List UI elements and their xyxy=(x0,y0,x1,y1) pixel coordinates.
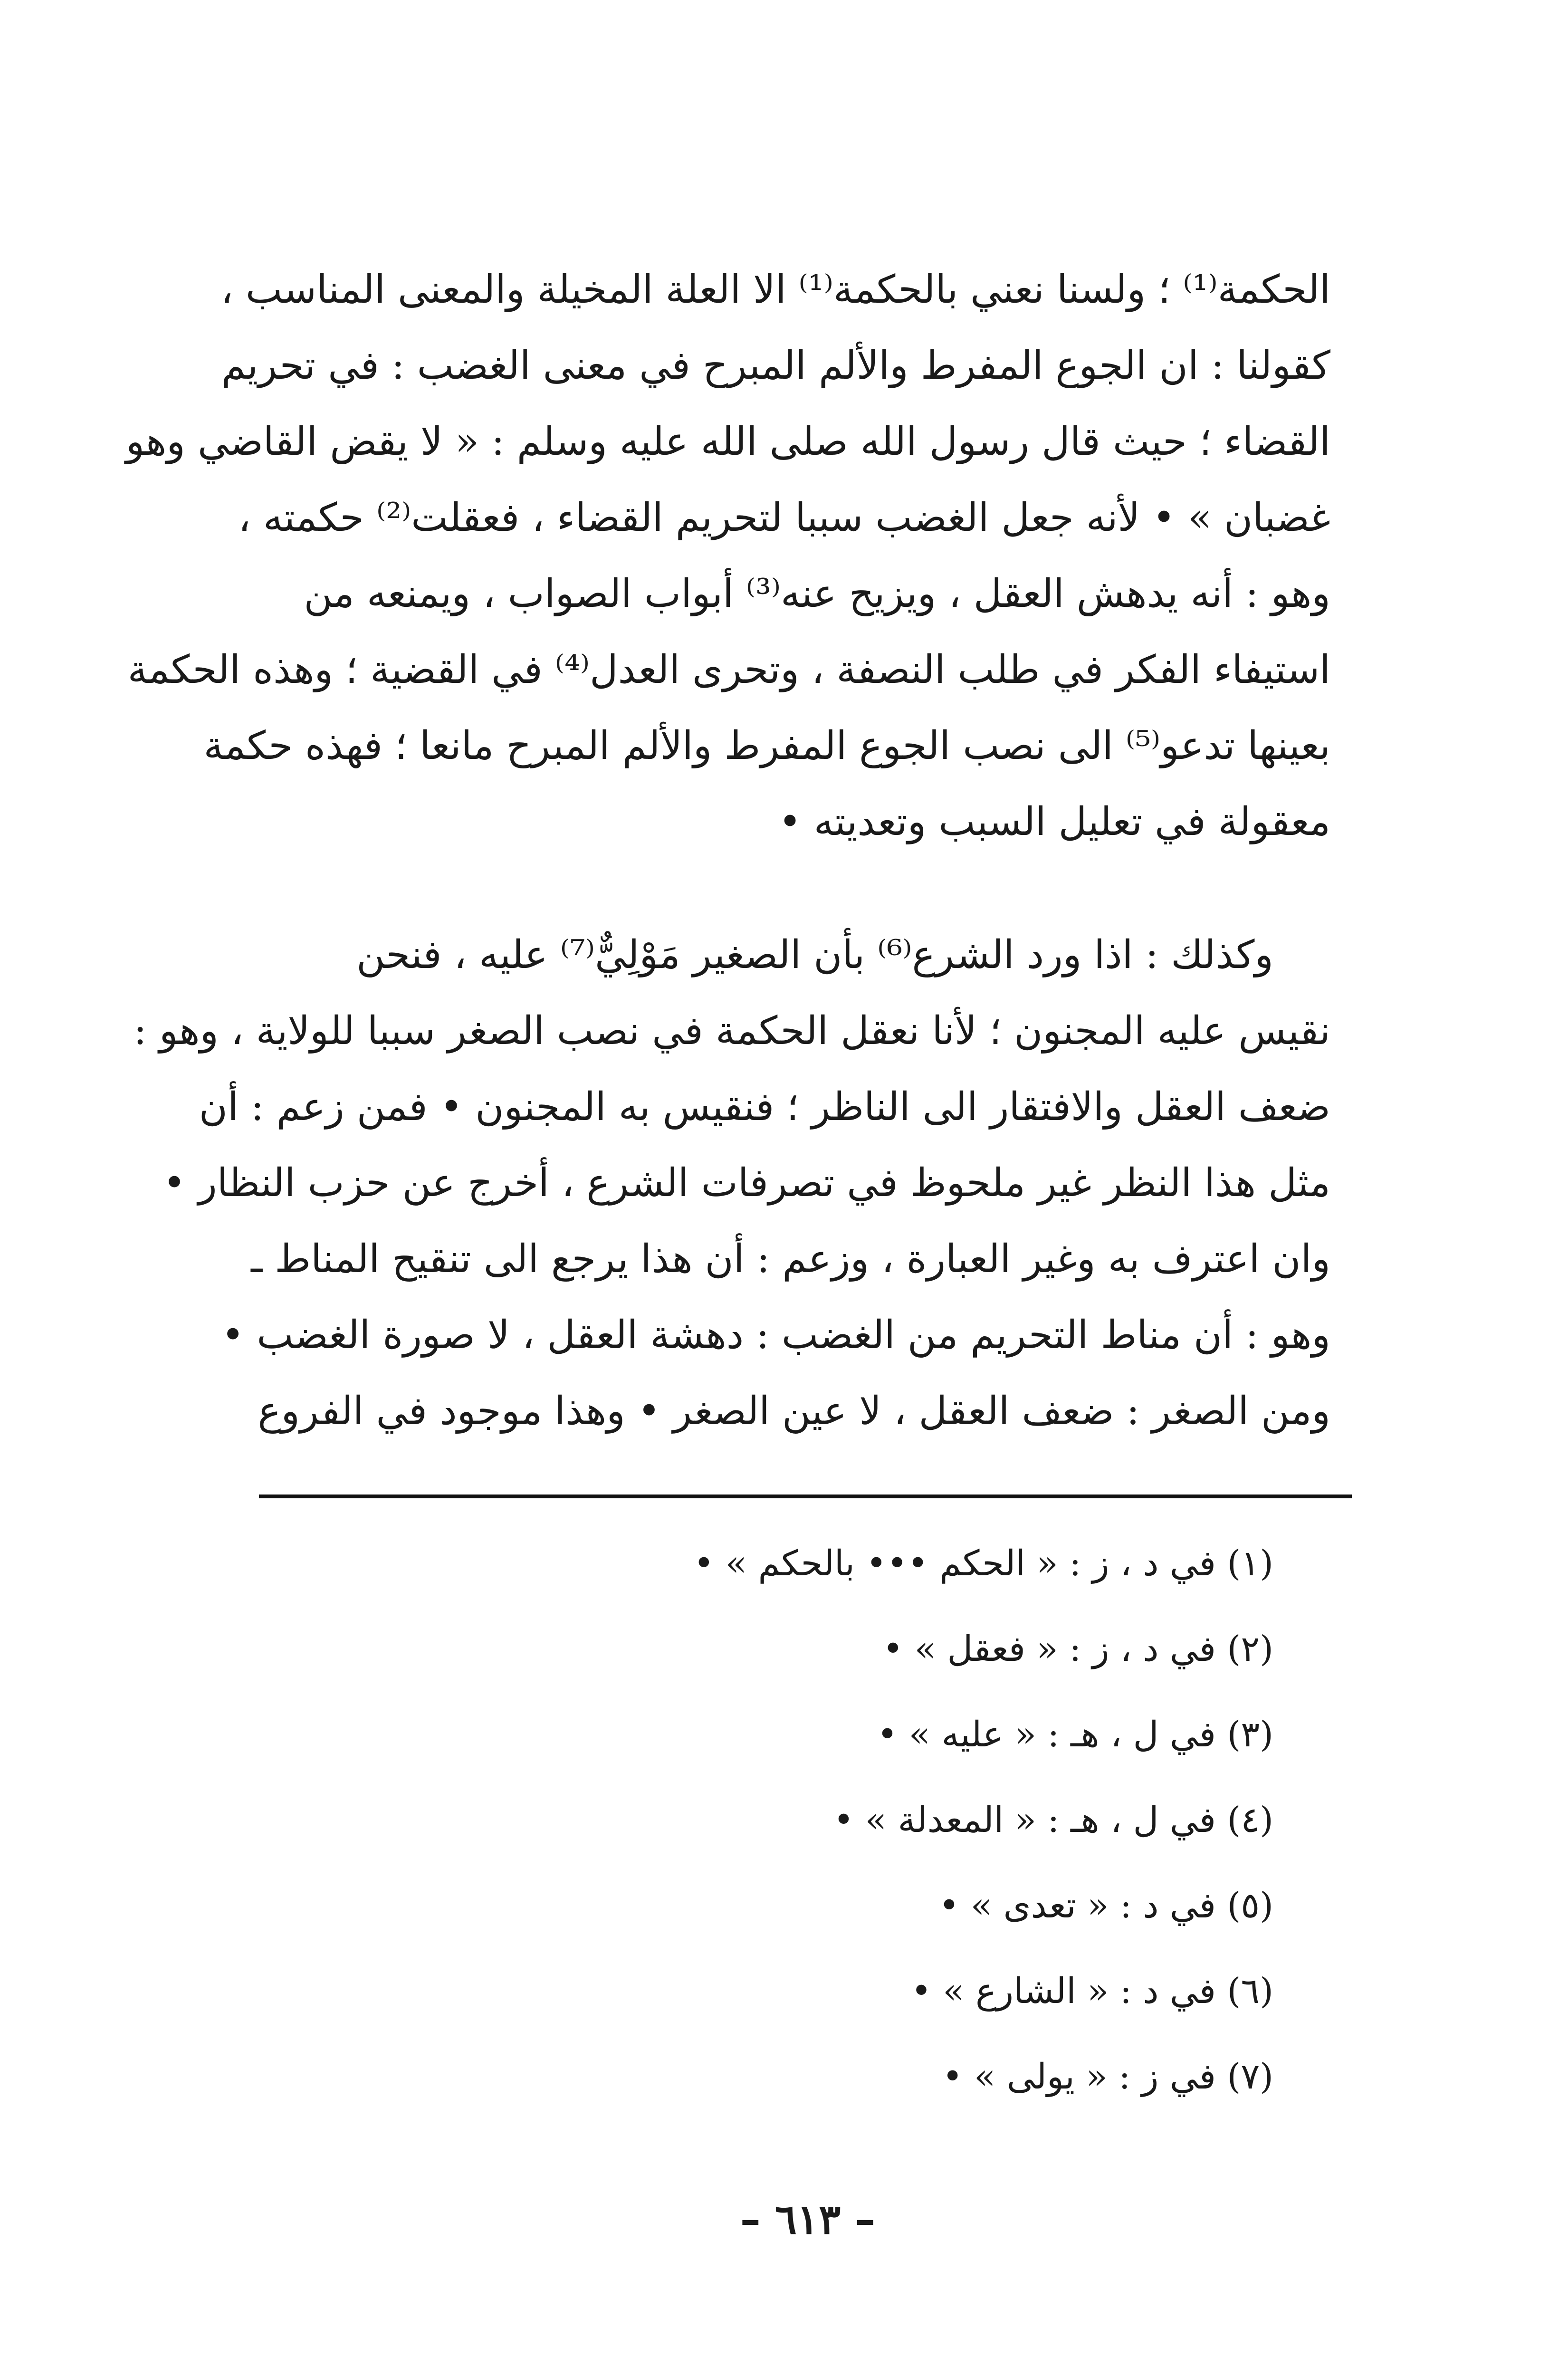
footnote-3: (٣) في ل ، هـ : « عليه » • xyxy=(877,1714,1273,1755)
text-line: ومن الصغر : ضعف العقل ، لا عين الصغر • وهذا موجود في الفروع xyxy=(258,1389,1330,1434)
footnote-5: (٥) في د : « تعدى » • xyxy=(938,1885,1273,1926)
footnote-6: (٦) في د : « الشارع » • xyxy=(911,1971,1273,2012)
text-line: ضعف العقل والافتقار الى الناظر ؛ فنقيس به المجنون • فمن زعم : أن xyxy=(199,1084,1330,1130)
text-line: استيفاء الفكر في طلب النصفة ، وتحرى العدل⁽⁴⁾ في القضية ؛ وهذه الحكمة xyxy=(127,647,1330,692)
text-line: وكذلك : اذا ورد الشرع⁽⁶⁾ بأن الصغير مَوْلِيٌّ⁽⁷⁾ عليه ، فنحن xyxy=(356,932,1273,977)
text-line: وهو : أن مناط التحريم من الغضب : دهشة العقل ، لا صورة الغضب • xyxy=(221,1313,1330,1358)
text-line: بعينها تدعو⁽⁵⁾ الى نصب الجوع المفرط والألم المبرح مانعا ؛ فهذه حكمة xyxy=(203,723,1330,768)
text-line: نقيس عليه المجنون ؛ لأنا نعقل الحكمة في نصب الصغر سببا للولاية ، وهو : xyxy=(134,1008,1330,1054)
text-line: وهو : أنه يدهش العقل ، ويزيح عنه⁽³⁾ أبواب الصواب ، ويمنعه من xyxy=(304,571,1330,616)
footnote-2: (٢) في د ، ز : « فعقل » • xyxy=(882,1629,1273,1669)
text-line: وان اعترف به وغير العبارة ، وزعم : أن هذا يرجع الى تنقيح المناط ـ xyxy=(251,1236,1330,1282)
footnote-1: (١) في د ، ز : « الحكم ••• بالحكم » • xyxy=(693,1543,1273,1584)
text-line: معقولة في تعليل السبب وتعديته • xyxy=(778,799,1330,844)
text-line: كقولنا : ان الجوع المفرط والألم المبرح في معنى الغضب : في تحريم xyxy=(221,343,1330,388)
paragraph-1 xyxy=(125,266,1330,884)
text-line: القضاء ؛ حيث قال رسول الله صلى الله عليه وسلم : « لا يقض القاضي وهو xyxy=(125,419,1330,464)
paragraph-2 xyxy=(134,931,1330,1468)
text-line: غضبان » • لأنه جعل الغضب سببا لتحريم القضاء ، فعقلت⁽²⁾ حكمته ، xyxy=(238,495,1330,540)
footnote-4: (٤) في ل ، هـ : « المعدلة » • xyxy=(833,1800,1273,1840)
footnote-7: (٧) في ز : « يولى » • xyxy=(942,2056,1273,2097)
footnote-separator xyxy=(259,1495,1352,1498)
page-number: – ٦١٣ – xyxy=(740,2195,876,2243)
text-line: الحكمة⁽¹⁾ ؛ ولسنا نعني بالحكمة⁽¹⁾ الا العلة المخيلة والمعنى المناسب ، xyxy=(220,267,1330,312)
text-line: مثل هذا النظر غير ملحوظ في تصرفات الشرع ، أخرج عن حزب النظار • xyxy=(163,1160,1330,1206)
